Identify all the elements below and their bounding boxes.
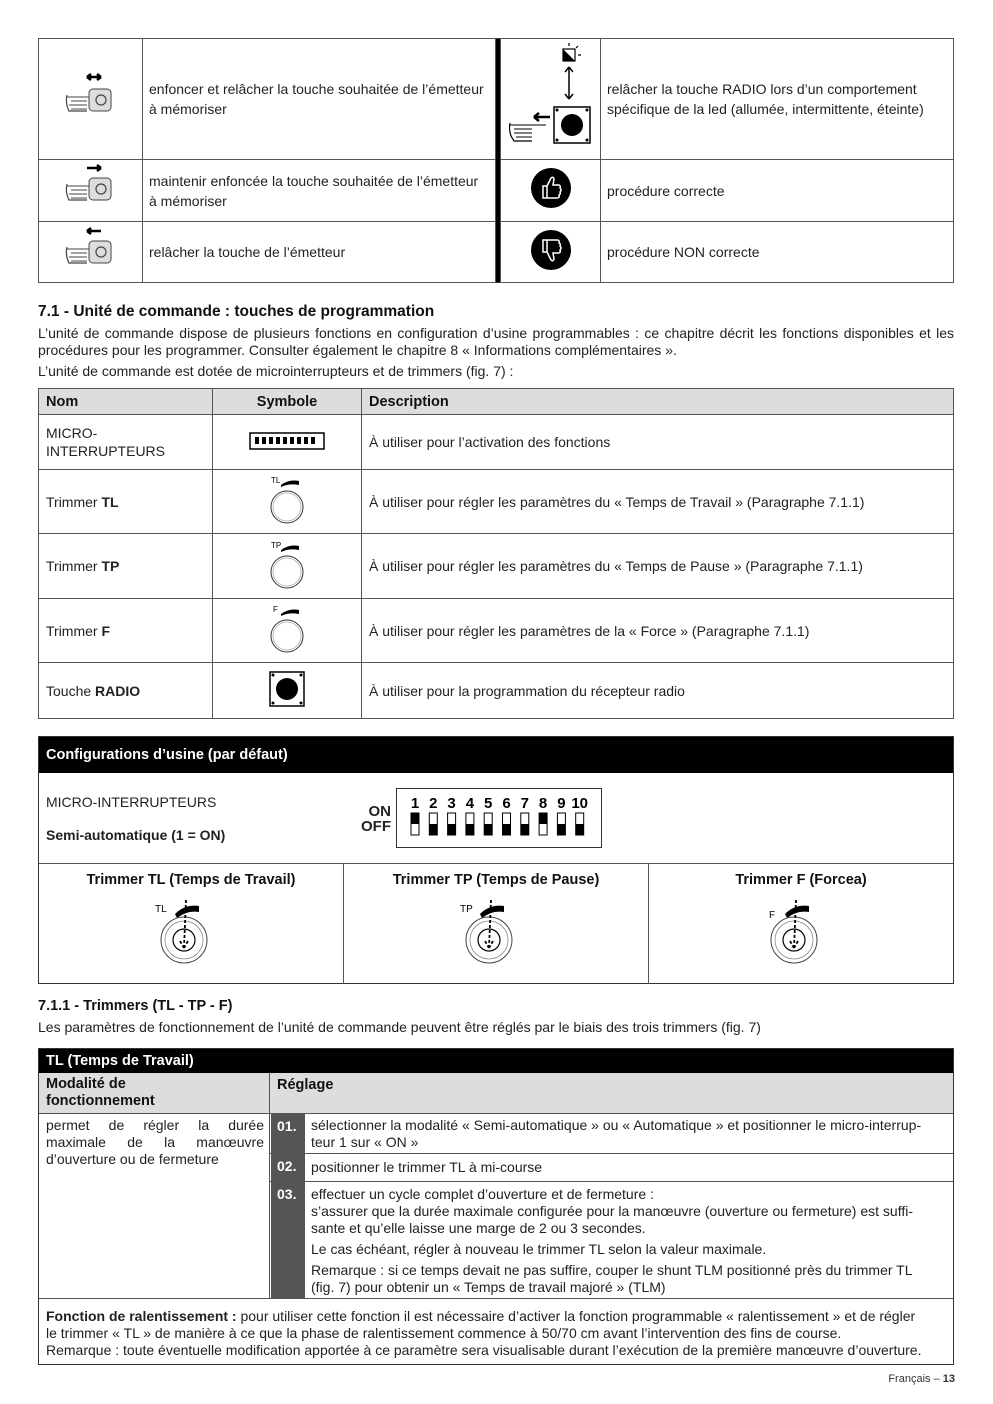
switch-number: 3 bbox=[447, 795, 456, 812]
table-row bbox=[39, 415, 954, 470]
row-name-line: INTERRUPTEURS bbox=[46, 443, 166, 459]
dip-switch-off bbox=[429, 824, 437, 835]
trimmer-icon bbox=[257, 538, 317, 592]
dip-switch-off bbox=[503, 824, 511, 835]
dip-switch-off bbox=[448, 824, 456, 835]
step-line: Remarque : si ce temps devait ne pas suffire, couper le shunt TLM positionné près du trimmer TL bbox=[311, 1262, 913, 1278]
switch-number: 1 bbox=[410, 795, 420, 812]
on-label: ON bbox=[368, 803, 391, 820]
dip-switch-off bbox=[557, 824, 565, 835]
switch-number: 2 bbox=[429, 795, 438, 812]
column-header: Symbole bbox=[213, 389, 362, 415]
on-off-labels bbox=[357, 804, 391, 834]
column-header bbox=[46, 1076, 155, 1110]
subsection-title: 7.1.1 - Trimmers (TL - TP - F) bbox=[38, 998, 233, 1014]
tl-table-title: TL (Temps de Travail) bbox=[39, 1049, 953, 1073]
legend-text: maintenir enfoncée la touche souhaitée de l’émetteur à mémoriser bbox=[143, 160, 496, 222]
legend-icon-cell bbox=[501, 39, 601, 160]
micro-switch-label: MICRO-INTERRUPTEURS bbox=[46, 794, 217, 810]
legend-row bbox=[39, 222, 954, 283]
legend-icon-cell bbox=[39, 222, 143, 283]
trimmer-tl-cell bbox=[39, 864, 344, 984]
hand-hold-icon bbox=[61, 160, 121, 216]
hand-release-icon bbox=[61, 223, 121, 277]
switch-number: 8 bbox=[538, 795, 548, 812]
column-header: Description bbox=[362, 389, 954, 415]
step-text bbox=[311, 1159, 951, 1176]
row-name bbox=[39, 599, 213, 663]
switch-number: 7 bbox=[520, 795, 529, 812]
switch-number: 6 bbox=[502, 795, 511, 812]
row-description: À utiliser pour régler les paramètres de la « Force » (Paragraphe 7.1.1) bbox=[362, 599, 954, 663]
switch-number: 9 bbox=[557, 795, 566, 812]
trimmer-title: Trimmer F (Forcea) bbox=[735, 872, 867, 888]
switch-number: 10 bbox=[571, 795, 589, 812]
step-line: teur 1 sur « ON » bbox=[311, 1134, 419, 1150]
dip-switch-diagram bbox=[396, 788, 602, 848]
row-name bbox=[39, 534, 213, 599]
table-row bbox=[39, 599, 954, 663]
trimmer-label: TL bbox=[155, 904, 167, 915]
step-line: sante et qu’elle laisse une marge de 2 ou 3 secondes. bbox=[311, 1220, 646, 1236]
trimmer-label: TL bbox=[271, 476, 281, 485]
row-name bbox=[39, 663, 213, 719]
row-description: À utiliser pour la programmation du récepteur radio bbox=[362, 663, 954, 719]
footer-note-bold: Fonction de ralentissement : bbox=[46, 1308, 237, 1324]
dip-switch-off bbox=[576, 824, 584, 835]
step-line: sélectionner la modalité « Semi-automatique » ou « Automatique » et positionner le micro-interrup- bbox=[311, 1117, 922, 1133]
legend-icon-cell bbox=[39, 160, 143, 222]
table-header-row bbox=[39, 389, 954, 415]
trimmer-icon bbox=[257, 473, 317, 527]
step-number: 03. bbox=[271, 1182, 305, 1298]
step-text bbox=[311, 1117, 951, 1151]
step-line: Le cas échéant, régler à nouveau le trimmer TL selon la valeur maximale. bbox=[311, 1241, 767, 1257]
step-text bbox=[311, 1186, 951, 1296]
row-name-line: MICRO- bbox=[46, 425, 98, 441]
dip-switch-off bbox=[521, 824, 529, 835]
column-header: Réglage bbox=[277, 1077, 334, 1093]
symbol-cell bbox=[213, 415, 362, 470]
column-header: Nom bbox=[39, 389, 213, 415]
step-line: effectuer un cycle complet d’ouverture et de fermeture : bbox=[311, 1186, 654, 1202]
row-name-prefix: Touche bbox=[46, 682, 96, 699]
trimmer-dial-icon bbox=[151, 894, 231, 968]
row-description: À utiliser pour régler les paramètres du « Temps de Travail » (Paragraphe 7.1.1) bbox=[362, 470, 954, 534]
row-name-prefix: Trimmer bbox=[46, 493, 102, 510]
legend-text: relâcher la touche RADIO lors d’un comportement spécifique de la led (allumée, intermittente, éteinte) bbox=[601, 39, 954, 160]
dip-switch-off bbox=[466, 824, 474, 835]
legend-row bbox=[39, 160, 954, 222]
column-header-line: fonctionnement bbox=[46, 1093, 155, 1109]
subsection-paragraph: Les paramètres de fonctionnement de l’unité de commande peuvent être réglés par le biais des trois trimmers (fig. 7) bbox=[38, 1019, 761, 1035]
column-divider bbox=[269, 1073, 270, 1298]
trimmer-f-cell bbox=[649, 864, 953, 984]
divider bbox=[39, 1113, 953, 1114]
legend-text: procédure correcte bbox=[601, 160, 954, 222]
legend-text: relâcher la touche de l’émetteur bbox=[143, 222, 496, 283]
row-description: À utiliser pour régler les paramètres du « Temps de Pause » (Paragraphe 7.1.1) bbox=[362, 534, 954, 599]
dip-switch-array bbox=[397, 789, 603, 849]
symbol-cell bbox=[213, 599, 362, 663]
config-title: Configurations d’usine (par défaut) bbox=[39, 737, 953, 773]
radio-led-release-icon bbox=[506, 41, 596, 153]
table-row bbox=[39, 663, 954, 719]
off-label: OFF bbox=[361, 818, 391, 835]
tl-table-header bbox=[39, 1073, 953, 1113]
tl-table bbox=[38, 1048, 954, 1365]
step-line: s’assurer que la durée maximale configurée pour la manœuvre (ouverture ou fermeture) est suffi- bbox=[311, 1203, 914, 1219]
tl-footer-note bbox=[46, 1308, 950, 1359]
divider bbox=[269, 1153, 953, 1154]
switch-number: 4 bbox=[465, 795, 475, 812]
symbol-cell bbox=[213, 534, 362, 599]
parameters-table bbox=[38, 388, 954, 719]
row-name-prefix: Trimmer bbox=[46, 622, 102, 639]
dip-switch-on bbox=[539, 813, 547, 824]
section-paragraph: L’unité de commande est dotée de microinterrupteurs et de trimmers (fig. 7) : bbox=[38, 363, 514, 379]
page-number: 13 bbox=[942, 1373, 955, 1385]
legend-table bbox=[38, 38, 954, 283]
row-name-bold: TP bbox=[101, 558, 120, 574]
row-name-bold: TL bbox=[101, 493, 119, 510]
step-number: 02. bbox=[271, 1154, 305, 1181]
thumbs-down-icon bbox=[529, 228, 573, 272]
trimmer-label: TP bbox=[271, 540, 282, 550]
trimmer-label: TP bbox=[460, 904, 473, 915]
factory-config-box bbox=[38, 736, 954, 984]
table-row bbox=[39, 534, 954, 599]
trimmer-dial-icon bbox=[761, 894, 841, 968]
footer-note-line: Remarque : toute éventuelle modification apportée à ce paramètre sera visualisable durant l’exécution de la première manœuvre d’ouverture. bbox=[46, 1342, 922, 1358]
column-header-line: Modalité de bbox=[46, 1076, 126, 1092]
switch-number: 5 bbox=[484, 795, 493, 812]
symbol-cell bbox=[213, 663, 362, 719]
dip-switch-off bbox=[484, 824, 492, 835]
row-name-prefix: Trimmer bbox=[46, 558, 102, 574]
mode-label: Semi-automatique (1 = ON) bbox=[46, 827, 226, 843]
dip-switch-on bbox=[411, 813, 419, 824]
row-name bbox=[39, 470, 213, 534]
divider bbox=[269, 1181, 953, 1182]
legend-text: procédure NON correcte bbox=[601, 222, 954, 283]
page-footer bbox=[888, 1373, 955, 1385]
row-description: À utiliser pour l’activation des fonctions bbox=[362, 415, 954, 470]
trimmer-tp-cell bbox=[344, 864, 649, 984]
thumbs-up-icon bbox=[529, 166, 573, 210]
trimmer-label: F bbox=[769, 910, 776, 921]
section-paragraph: L’unité de commande dispose de plusieurs fonctions en configuration d’usine programmables : ce chapitre décrit les fonctions disponibles et les procédures pour les programmer. Consulter également le chapitre 8 « Informations complémentaires ». bbox=[38, 325, 954, 358]
trimmer-icon bbox=[257, 602, 317, 656]
radio-button-icon bbox=[268, 670, 306, 708]
section-title: 7.1 - Unité de commande : touches de programmation bbox=[38, 303, 435, 320]
footer-note-line: pour utiliser cette fonction il est nécessaire d’activer la fonction programmable « ralentissement » et de régler bbox=[236, 1308, 916, 1324]
row-name-bold: F bbox=[101, 622, 111, 639]
trimmer-title: Trimmer TP (Temps de Pause) bbox=[392, 872, 600, 888]
legend-row bbox=[39, 39, 954, 160]
legend-icon-cell bbox=[501, 160, 601, 222]
step-line: positionner le trimmer TL à mi-course bbox=[311, 1159, 543, 1175]
footer-note-line: le trimmer « TL » de manière à ce que la phase de ralentissement commence à 50/70 cm avant l’intervention des fins de course. bbox=[46, 1325, 842, 1341]
step-number: 01. bbox=[271, 1114, 305, 1153]
table-row bbox=[39, 470, 954, 534]
trimmer-label: F bbox=[273, 605, 278, 614]
trimmer-title: Trimmer TL (Temps de Travail) bbox=[86, 872, 296, 888]
trimmer-dial-icon bbox=[456, 894, 536, 968]
footer-language: Français – bbox=[888, 1373, 943, 1385]
hand-press-release-icon bbox=[61, 67, 121, 127]
row-name-bold: RADIO bbox=[95, 682, 141, 699]
dip-switch-icon bbox=[249, 432, 325, 450]
legend-icon-cell bbox=[39, 39, 143, 160]
mode-description: permet de régler la durée maximale de la manœuvre d’ouverture ou de fermeture bbox=[46, 1117, 264, 1167]
legend-icon-cell bbox=[501, 222, 601, 283]
step-line: (fig. 7) pour obtenir un « Temps de travail majoré » (TLM) bbox=[311, 1279, 666, 1295]
legend-text: enfoncer et relâcher la touche souhaitée de l’émetteur à mémoriser bbox=[143, 39, 496, 160]
symbol-cell bbox=[213, 470, 362, 534]
divider bbox=[39, 1298, 953, 1299]
row-name bbox=[39, 415, 213, 470]
